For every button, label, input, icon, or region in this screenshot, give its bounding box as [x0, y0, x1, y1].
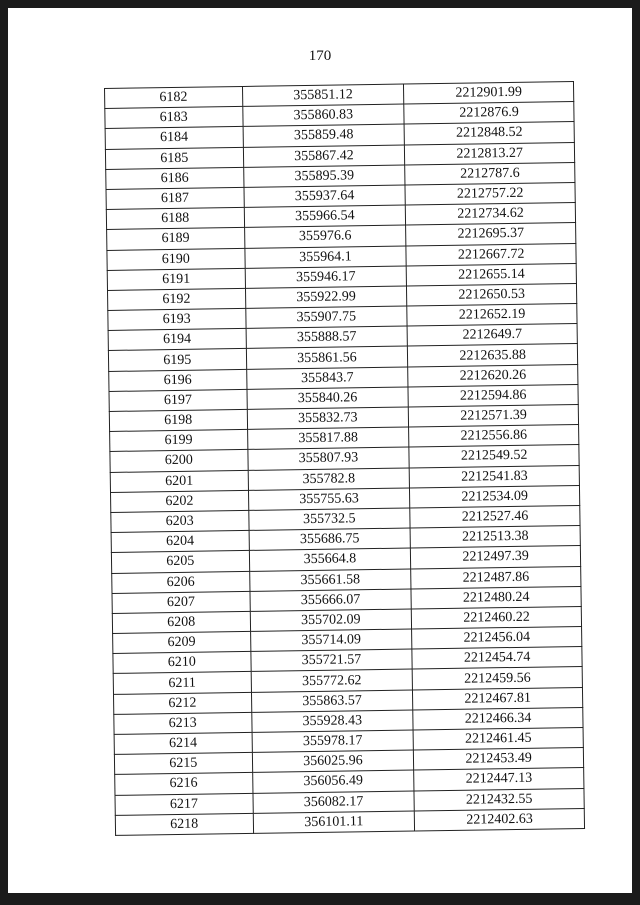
- x-coordinate-cell: 355817.88: [247, 427, 409, 450]
- y-coordinate-cell: 2212534.09: [410, 485, 580, 508]
- page-number: 170: [308, 48, 332, 64]
- x-coordinate-cell: 356025.96: [252, 750, 414, 773]
- point-id-cell: 6195: [108, 349, 246, 371]
- y-coordinate-cell: 2212787.6: [405, 162, 575, 185]
- point-id-cell: 6183: [105, 107, 243, 129]
- point-id-cell: 6210: [113, 652, 251, 674]
- point-id-cell: 6184: [105, 127, 243, 149]
- point-id-cell: 6214: [114, 732, 252, 754]
- y-coordinate-cell: 2212454.74: [412, 647, 582, 670]
- y-coordinate-cell: 2212620.26: [408, 364, 578, 387]
- y-coordinate-cell: 2212901.99: [404, 82, 574, 105]
- point-id-cell: 6189: [107, 228, 245, 250]
- y-coordinate-cell: 2212556.86: [409, 425, 579, 448]
- x-coordinate-cell: 355686.75: [249, 528, 411, 551]
- y-coordinate-cell: 2212667.72: [406, 243, 576, 266]
- y-coordinate-cell: 2212571.39: [409, 404, 579, 427]
- x-coordinate-cell: 355851.12: [242, 84, 404, 107]
- point-id-cell: 6200: [110, 450, 248, 472]
- y-coordinate-cell: 2212635.88: [408, 344, 578, 367]
- point-id-cell: 6203: [111, 510, 249, 532]
- x-coordinate-cell: 355664.8: [249, 548, 411, 571]
- x-coordinate-cell: 355888.57: [246, 326, 408, 349]
- point-id-cell: 6186: [106, 167, 244, 189]
- y-coordinate-cell: 2212541.83: [409, 465, 579, 488]
- y-coordinate-cell: 2212432.55: [414, 788, 584, 811]
- x-coordinate-cell: 355714.09: [250, 629, 412, 652]
- y-coordinate-cell: 2212460.22: [412, 606, 582, 629]
- x-coordinate-cell: 355863.57: [251, 690, 413, 713]
- y-coordinate-cell: 2212655.14: [406, 263, 576, 286]
- x-coordinate-cell: 355721.57: [250, 649, 412, 672]
- x-coordinate-cell: 355755.63: [248, 488, 410, 511]
- x-coordinate-cell: 355702.09: [250, 609, 412, 632]
- point-id-cell: 6193: [108, 308, 246, 330]
- x-coordinate-cell: 355978.17: [252, 730, 414, 753]
- x-coordinate-cell: 355782.8: [248, 468, 410, 491]
- x-coordinate-cell: 355832.73: [247, 407, 409, 430]
- y-coordinate-cell: 2212467.81: [413, 687, 583, 710]
- y-coordinate-cell: 2212466.34: [413, 707, 583, 730]
- point-id-cell: 6202: [110, 490, 248, 512]
- point-id-cell: 6182: [105, 86, 243, 108]
- point-id-cell: 6209: [113, 631, 251, 653]
- point-id-cell: 6187: [106, 187, 244, 209]
- y-coordinate-cell: 2212652.19: [407, 304, 577, 327]
- y-coordinate-cell: 2212757.22: [405, 182, 575, 205]
- x-coordinate-cell: 355946.17: [245, 266, 407, 289]
- y-coordinate-cell: 2212876.9: [404, 102, 574, 125]
- point-id-cell: 6216: [115, 773, 253, 795]
- point-id-cell: 6218: [115, 813, 253, 835]
- x-coordinate-cell: 355807.93: [247, 447, 409, 470]
- coordinate-table: [104, 81, 585, 836]
- x-coordinate-cell: 355860.83: [242, 104, 404, 127]
- point-id-cell: 6188: [106, 208, 244, 230]
- point-id-cell: 6211: [113, 672, 251, 694]
- y-coordinate-cell: 2212402.63: [415, 808, 585, 831]
- y-coordinate-cell: 2212513.38: [410, 526, 580, 549]
- x-coordinate-cell: 355859.48: [243, 124, 405, 147]
- coordinate-table-wrapper: [104, 81, 595, 836]
- x-coordinate-cell: 355867.42: [243, 145, 405, 168]
- x-coordinate-cell: 355966.54: [244, 205, 406, 228]
- coordinate-table-body: [105, 82, 585, 836]
- y-coordinate-cell: 2212695.37: [406, 223, 576, 246]
- y-coordinate-cell: 2212649.7: [407, 324, 577, 347]
- point-id-cell: 6191: [107, 268, 245, 290]
- x-coordinate-cell: 356082.17: [253, 791, 415, 814]
- point-id-cell: 6212: [113, 692, 251, 714]
- x-coordinate-cell: 355928.43: [251, 710, 413, 733]
- point-id-cell: 6197: [109, 389, 247, 411]
- x-coordinate-cell: 355840.26: [247, 387, 409, 410]
- x-coordinate-cell: 356056.49: [252, 770, 414, 793]
- x-coordinate-cell: 355661.58: [249, 568, 411, 591]
- point-id-cell: 6207: [112, 591, 250, 613]
- y-coordinate-cell: 2212461.45: [413, 727, 583, 750]
- point-id-cell: 6196: [109, 369, 247, 391]
- x-coordinate-cell: 355976.6: [244, 225, 406, 248]
- x-coordinate-cell: 355922.99: [245, 286, 407, 309]
- point-id-cell: 6206: [112, 571, 250, 593]
- y-coordinate-cell: 2212848.52: [404, 122, 574, 145]
- y-coordinate-cell: 2212497.39: [411, 546, 581, 569]
- x-coordinate-cell: 355666.07: [250, 589, 412, 612]
- point-id-cell: 6213: [114, 712, 252, 734]
- point-id-cell: 6194: [108, 329, 246, 351]
- x-coordinate-cell: 355843.7: [246, 367, 408, 390]
- x-coordinate-cell: 356101.11: [253, 811, 415, 834]
- point-id-cell: 6208: [112, 611, 250, 633]
- y-coordinate-cell: 2212447.13: [414, 768, 584, 791]
- y-coordinate-cell: 2212453.49: [414, 748, 584, 771]
- y-coordinate-cell: 2212734.62: [406, 203, 576, 226]
- y-coordinate-cell: 2212456.04: [412, 627, 582, 650]
- point-id-cell: 6217: [115, 793, 253, 815]
- x-coordinate-cell: 355772.62: [251, 669, 413, 692]
- y-coordinate-cell: 2212480.24: [411, 586, 581, 609]
- x-coordinate-cell: 355907.75: [245, 306, 407, 329]
- point-id-cell: 6192: [108, 288, 246, 310]
- x-coordinate-cell: 355895.39: [243, 165, 405, 188]
- point-id-cell: 6204: [111, 531, 249, 553]
- point-id-cell: 6185: [105, 147, 243, 169]
- scanned-page: [8, 8, 632, 893]
- y-coordinate-cell: 2212650.53: [407, 283, 577, 306]
- x-coordinate-cell: 355937.64: [244, 185, 406, 208]
- y-coordinate-cell: 2212487.86: [411, 566, 581, 589]
- point-id-cell: 6201: [110, 470, 248, 492]
- point-id-cell: 6215: [114, 753, 252, 775]
- x-coordinate-cell: 355964.1: [244, 246, 406, 269]
- point-id-cell: 6199: [110, 430, 248, 452]
- y-coordinate-cell: 2212459.56: [412, 667, 582, 690]
- point-id-cell: 6198: [109, 409, 247, 431]
- x-coordinate-cell: 355861.56: [246, 346, 408, 369]
- y-coordinate-cell: 2212527.46: [410, 505, 580, 528]
- point-id-cell: 6205: [111, 551, 249, 573]
- y-coordinate-cell: 2212813.27: [405, 142, 575, 165]
- y-coordinate-cell: 2212549.52: [409, 445, 579, 468]
- y-coordinate-cell: 2212594.86: [408, 384, 578, 407]
- point-id-cell: 6190: [107, 248, 245, 270]
- x-coordinate-cell: 355732.5: [248, 508, 410, 531]
